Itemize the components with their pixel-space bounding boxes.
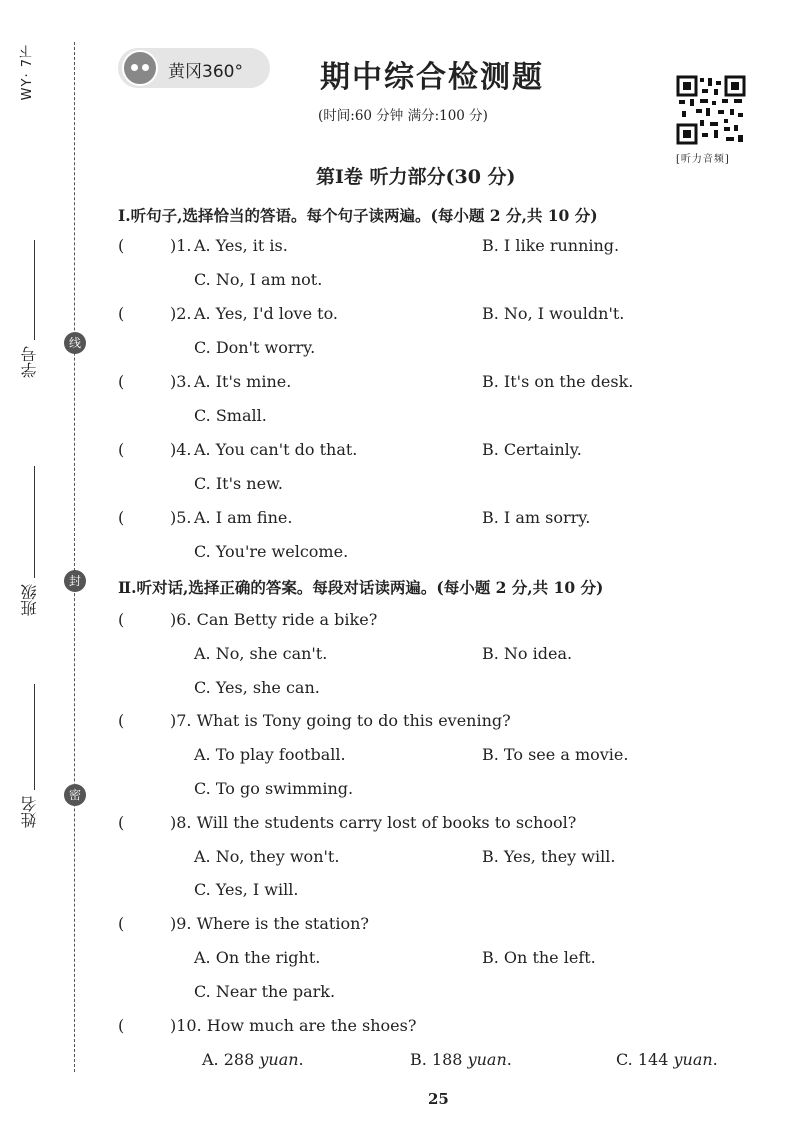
option-b: B. Certainly.: [482, 440, 582, 459]
part2-instruction: Ⅱ.听对话,选择正确的答案。每段对话读两遍。(每小题 2 分,共 10 分): [118, 578, 604, 597]
question-number: )2.: [170, 304, 192, 323]
student-id-blank[interactable]: [34, 240, 35, 340]
answer-blank[interactable]: (: [118, 813, 125, 832]
part1-instruction: Ⅰ.听句子,选择恰当的答语。每个句子读两遍。(每小题 2 分,共 10 分): [118, 206, 598, 225]
section-title: 第Ⅰ卷 听力部分(30 分): [316, 166, 516, 188]
option-c: C. It's new.: [194, 474, 283, 493]
option-c: C. Don't worry.: [194, 338, 316, 357]
option-c: C. No, I am not.: [194, 270, 323, 289]
question-text: )9. Where is the station?: [170, 914, 369, 933]
brand-text: 黄冈360°: [168, 62, 243, 82]
option-b: B. No, I wouldn't.: [482, 304, 625, 323]
answer-blank[interactable]: (: [118, 610, 125, 629]
question-text: )7. What is Tony going to do this evening?: [170, 711, 511, 730]
option-a: A. Yes, I'd love to.: [194, 304, 339, 323]
answer-blank[interactable]: (: [118, 236, 125, 255]
option-a: A. Yes, it is.: [194, 236, 288, 255]
option-a: A. 288 yuan.: [202, 1050, 304, 1069]
class-label: 班级: [20, 584, 39, 616]
answer-blank[interactable]: (: [118, 440, 125, 459]
name-blank[interactable]: [34, 684, 35, 790]
option-b: B. I like running.: [482, 236, 620, 255]
qr-caption: [听力音频]: [676, 154, 730, 165]
option-b: B. On the left.: [482, 948, 596, 967]
seal-secret: 密: [64, 784, 86, 806]
class-blank[interactable]: [34, 466, 35, 578]
question-text: )8. Will the students carry lost of books to school?: [170, 813, 577, 832]
seal-seal: 封: [64, 570, 86, 592]
edition-label: WY· 7下: [20, 44, 35, 101]
option-c: C. Small.: [194, 406, 267, 425]
option-a: A. You can't do that.: [194, 440, 358, 459]
option-a: A. No, they won't.: [194, 847, 340, 866]
page-title: 期中综合检测题: [320, 60, 544, 95]
option-c: C. To go swimming.: [194, 779, 354, 798]
question-number: )1.: [170, 236, 192, 255]
option-a: A. On the right.: [194, 948, 321, 967]
question-number: )4.: [170, 440, 192, 459]
question-number: )5.: [170, 508, 192, 527]
option-c: C. Yes, she can.: [194, 678, 320, 697]
question-text: )6. Can Betty ride a bike?: [170, 610, 378, 629]
answer-blank[interactable]: (: [118, 1016, 125, 1035]
name-label: 姓名: [20, 796, 39, 828]
answer-blank[interactable]: (: [118, 711, 125, 730]
option-a: A. It's mine.: [194, 372, 292, 391]
answer-blank[interactable]: (: [118, 372, 125, 391]
page-number: 25: [428, 1090, 449, 1108]
option-a: A. I am fine.: [194, 508, 293, 527]
question-number: )3.: [170, 372, 192, 391]
exam-info: (时间:60 分钟 满分:100 分): [318, 108, 488, 124]
option-b: B. No idea.: [482, 644, 573, 663]
option-a: A. No, she can't.: [194, 644, 328, 663]
qr-code-icon[interactable]: [676, 75, 746, 145]
option-b: B. I am sorry.: [482, 508, 591, 527]
option-b: B. Yes, they will.: [482, 847, 616, 866]
option-b: B. It's on the desk.: [482, 372, 634, 391]
option-c: C. Near the park.: [194, 982, 336, 1001]
option-c: C. Yes, I will.: [194, 880, 299, 899]
answer-blank[interactable]: (: [118, 304, 125, 323]
option-b: B. 188 yuan.: [410, 1050, 512, 1069]
option-c: C. You're welcome.: [194, 542, 349, 561]
mascot-icon: [122, 50, 158, 86]
option-c: C. 144 yuan.: [616, 1050, 718, 1069]
option-b: B. To see a movie.: [482, 745, 629, 764]
binding-dashed-line: [74, 42, 75, 1072]
option-a: A. To play football.: [194, 745, 346, 764]
brand-badge: [118, 48, 270, 88]
student-id-label: 学号: [20, 346, 39, 378]
answer-blank[interactable]: (: [118, 508, 125, 527]
question-text: )10. How much are the shoes?: [170, 1016, 417, 1035]
seal-line: 线: [64, 332, 86, 354]
answer-blank[interactable]: (: [118, 914, 125, 933]
